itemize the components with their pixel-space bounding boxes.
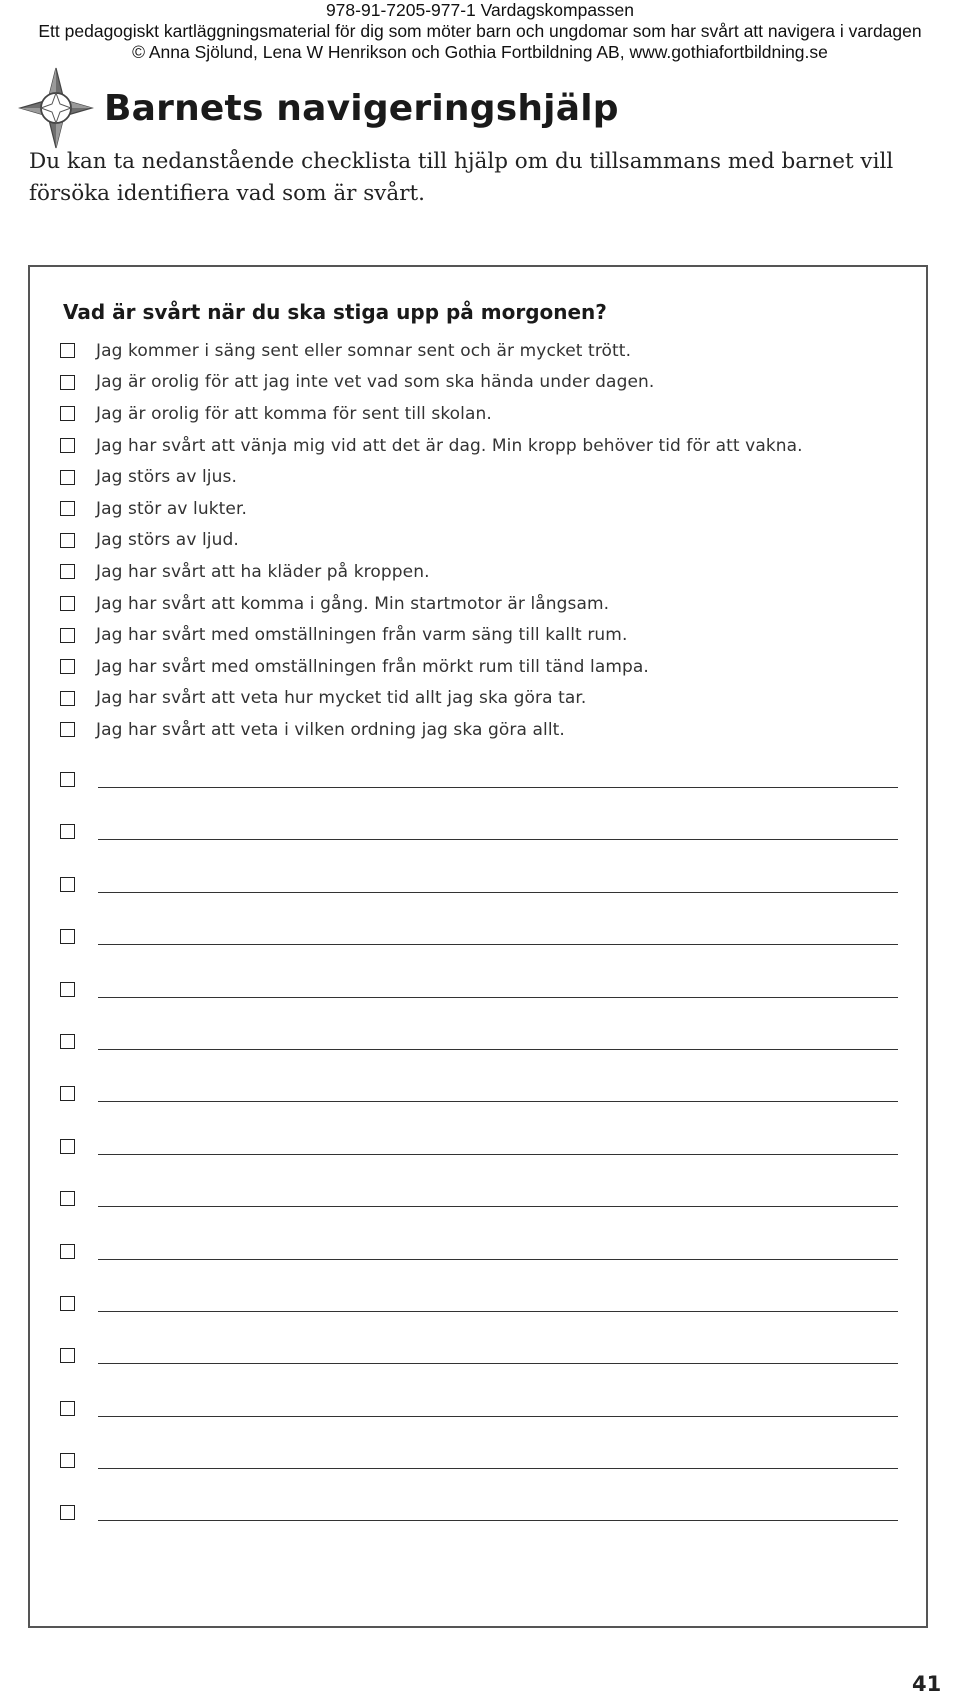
checklist-item: [60, 430, 803, 462]
checkbox[interactable]: [60, 982, 75, 997]
checklist-item-text: Jag har svårt att komma i gång. Min startmotor är långsam.: [96, 593, 610, 614]
checklist-item-text: Jag är orolig för att jag inte vet vad som ska hända under dagen.: [96, 372, 655, 393]
checklist-item: [60, 398, 803, 430]
copyright-line: © Anna Sjölund, Lena W Henrikson och Gothia Fortbildning AB, www.gothiafortbildning.se: [132, 42, 828, 62]
checklist-item-text: Jag har svårt att veta hur mycket tid allt jag ska göra tar.: [96, 688, 587, 709]
checkbox[interactable]: [60, 564, 75, 579]
write-in-line[interactable]: [98, 1259, 898, 1260]
write-in-line[interactable]: [98, 1416, 898, 1417]
checkbox[interactable]: [60, 596, 75, 611]
page-header: [0, 0, 960, 63]
checklist-item: [60, 683, 803, 715]
checkbox[interactable]: [60, 1086, 75, 1101]
checkbox[interactable]: [60, 1296, 75, 1311]
checkbox[interactable]: [60, 1505, 75, 1520]
write-in-line[interactable]: [98, 1311, 898, 1312]
checkbox[interactable]: [60, 929, 75, 944]
title-row: [18, 66, 619, 150]
checklist-item: [60, 493, 803, 525]
checkbox[interactable]: [60, 1453, 75, 1468]
checkbox[interactable]: [60, 501, 75, 516]
checklist-item-text: Jag störs av ljus.: [96, 467, 237, 488]
write-in-line[interactable]: [98, 892, 898, 893]
checklist-item-text: Jag har svårt att veta i vilken ordning jag ska göra allt.: [96, 719, 565, 740]
write-in-line[interactable]: [98, 1363, 898, 1364]
checkbox[interactable]: [60, 1139, 75, 1154]
checkbox[interactable]: [60, 1348, 75, 1363]
checklist-item-text: Jag har svårt att ha kläder på kroppen.: [96, 561, 430, 582]
write-in-line[interactable]: [98, 944, 898, 945]
checklist-item: [60, 588, 803, 620]
checkbox[interactable]: [60, 877, 75, 892]
checkbox[interactable]: [60, 470, 75, 485]
write-in-line[interactable]: [98, 839, 898, 840]
checklist-item-text: Jag har svårt att vänja mig vid att det är dag. Min kropp behöver tid för att vakna.: [96, 435, 803, 456]
checklist-question: Vad är svårt när du ska stiga upp på morgonen?: [63, 300, 607, 324]
checklist-item-text: Jag är orolig för att komma för sent till skolan.: [96, 403, 492, 424]
checklist-item: [60, 525, 803, 557]
checklist-item-text: Jag har svårt med omställningen från varm säng till kallt rum.: [96, 625, 628, 646]
checkbox[interactable]: [60, 375, 75, 390]
write-in-line[interactable]: [98, 1520, 898, 1521]
checklist-item-text: Jag har svårt med omställningen från mörkt rum till tänd lampa.: [96, 656, 649, 677]
checkbox[interactable]: [60, 438, 75, 453]
write-in-line[interactable]: [98, 1468, 898, 1469]
checkbox[interactable]: [60, 1244, 75, 1259]
intro-text: Du kan ta nedanstående checklista till hjälp om du tillsammans med barnet vill försöka identifiera vad som är svårt.: [29, 149, 894, 206]
write-in-line[interactable]: [98, 787, 898, 788]
checkbox[interactable]: [60, 772, 75, 787]
checkbox[interactable]: [60, 343, 75, 358]
checklist-item: [60, 714, 803, 746]
checklist-item: [60, 556, 803, 588]
checkbox[interactable]: [60, 1401, 75, 1416]
checkbox[interactable]: [60, 691, 75, 706]
checklist-item-text: Jag kommer i säng sent eller somnar sent och är mycket trött.: [96, 340, 632, 361]
write-in-line[interactable]: [98, 1049, 898, 1050]
checkbox[interactable]: [60, 1034, 75, 1049]
checkbox[interactable]: [60, 628, 75, 643]
checklist-item-text: Jag störs av ljud.: [96, 530, 239, 551]
write-in-line[interactable]: [98, 1206, 898, 1207]
isbn-line: 978-91-7205-977-1 Vardagskompassen: [325, 0, 635, 20]
checklist-items: [60, 335, 803, 746]
checkbox[interactable]: [60, 406, 75, 421]
write-in-line[interactable]: [98, 1101, 898, 1102]
checkbox[interactable]: [60, 533, 75, 548]
page-title: Barnets navigeringshjälp: [104, 87, 619, 129]
compass-star-icon: [18, 66, 94, 150]
checkbox[interactable]: [60, 659, 75, 674]
description-line: Ett pedagogiskt kartläggningsmaterial för dig som möter barn och ungdomar som har svårt att navigera i vardagen: [38, 21, 922, 41]
checkbox[interactable]: [60, 722, 75, 737]
write-in-line[interactable]: [98, 1154, 898, 1155]
checklist-item: [60, 335, 803, 367]
checkbox[interactable]: [60, 824, 75, 839]
checklist-item: [60, 461, 803, 493]
checklist-item: [60, 651, 803, 683]
page-number: 41: [912, 1672, 942, 1696]
checklist-item: [60, 367, 803, 399]
checklist-item-text: Jag stör av lukter.: [96, 498, 248, 519]
checklist-item: [60, 619, 803, 651]
write-in-line[interactable]: [98, 997, 898, 998]
checkbox[interactable]: [60, 1191, 75, 1206]
